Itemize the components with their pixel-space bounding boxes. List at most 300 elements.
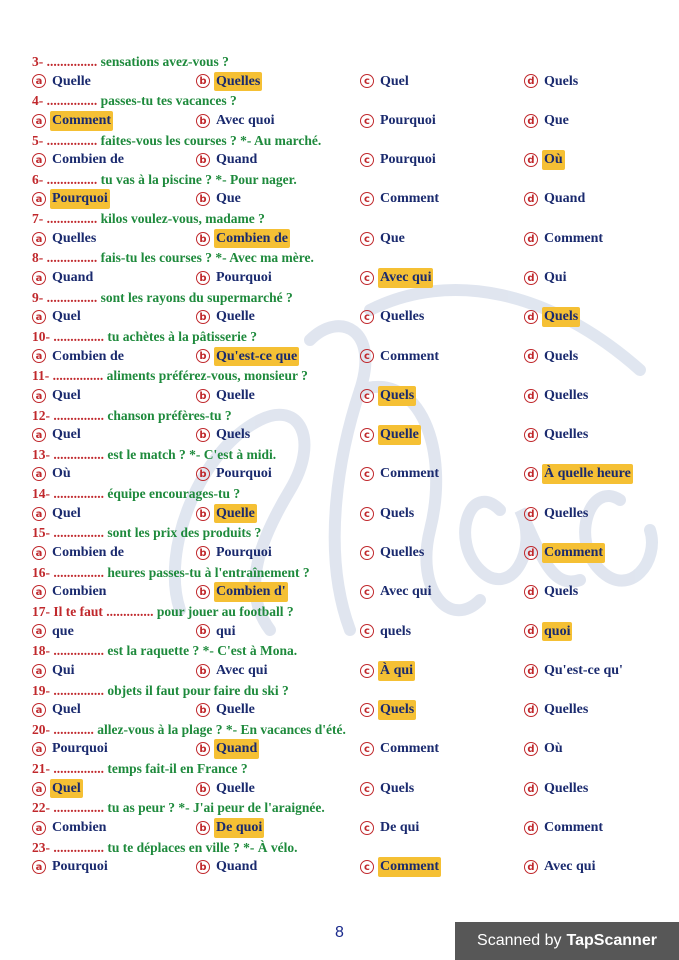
- question-text: allez-vous à la plage ? *- En vacances d'été.: [93, 721, 346, 737]
- option-c[interactable]: [360, 661, 415, 681]
- option-letter-circle-icon: c: [360, 585, 374, 599]
- option-text-highlighted: Combien d': [214, 582, 288, 602]
- option-a[interactable]: [32, 307, 83, 327]
- question-blank: ...............: [50, 761, 104, 777]
- option-text: Quel: [52, 505, 81, 521]
- option-letter-circle-icon: c: [360, 349, 374, 363]
- question-text: sensations avez-vous ?: [97, 54, 229, 69]
- option-text: Quelles: [380, 309, 425, 325]
- option-letter-circle-icon: a: [32, 192, 46, 206]
- option-text: Comment: [380, 191, 440, 207]
- option-letter-circle-icon: c: [360, 742, 374, 756]
- question-number: 21-: [32, 761, 50, 777]
- option-letter-circle-icon: d: [524, 153, 538, 167]
- option-letter-circle-icon: a: [32, 507, 46, 521]
- option-d[interactable]: [524, 425, 590, 445]
- option-b[interactable]: [196, 72, 262, 92]
- option-letter-circle-icon: d: [524, 271, 538, 285]
- option-text-highlighted: Combien de: [214, 229, 290, 249]
- option-letter-circle-icon: b: [196, 114, 210, 128]
- option-letter-circle-icon: a: [32, 153, 46, 167]
- option-letter-circle-icon: c: [360, 310, 374, 324]
- question-blank: ...............: [43, 211, 98, 227]
- question-blank: ...............: [50, 446, 104, 462]
- question-blank: ...............: [43, 250, 98, 266]
- option-c[interactable]: [360, 189, 441, 209]
- option-c[interactable]: [360, 779, 416, 799]
- option-letter-circle-icon: c: [360, 546, 374, 560]
- option-text: Quels: [216, 427, 251, 443]
- option-letter-circle-icon: b: [196, 703, 210, 717]
- question-number: 7-: [32, 211, 44, 227]
- option-text: Qu'est-ce qu': [544, 662, 623, 678]
- options-row: [32, 150, 672, 170]
- option-a[interactable]: [32, 818, 108, 838]
- option-letter-circle-icon: c: [360, 271, 374, 285]
- option-text: Combien: [52, 819, 107, 835]
- option-text: Où: [544, 741, 563, 757]
- option-c[interactable]: [360, 307, 426, 327]
- option-a[interactable]: [32, 189, 110, 209]
- options-row: [32, 661, 672, 681]
- option-d[interactable]: [524, 464, 633, 484]
- option-letter-circle-icon: d: [524, 114, 538, 128]
- option-letter-circle-icon: c: [360, 821, 374, 835]
- option-text-highlighted: Quelles: [214, 72, 262, 92]
- options-row: [32, 72, 672, 92]
- option-text: Pourquoi: [380, 112, 436, 128]
- option-b[interactable]: [196, 229, 290, 249]
- option-letter-circle-icon: b: [196, 585, 210, 599]
- options-row: [32, 347, 672, 367]
- option-text: Quelles: [544, 427, 589, 443]
- option-text: Combien de: [52, 152, 124, 168]
- question-line: [32, 445, 672, 465]
- option-letter-circle-icon: a: [32, 664, 46, 678]
- option-a[interactable]: [32, 268, 95, 288]
- question-line: [32, 131, 672, 151]
- question-line: [32, 327, 672, 347]
- option-letter-circle-icon: c: [360, 74, 374, 88]
- question-blank: ...............: [43, 171, 98, 187]
- question-line: [32, 288, 672, 308]
- option-text: Que: [380, 230, 405, 246]
- option-letter-circle-icon: d: [524, 742, 538, 756]
- option-text: Que: [216, 191, 241, 207]
- option-c[interactable]: [360, 229, 407, 249]
- option-letter-circle-icon: d: [524, 585, 538, 599]
- option-text: Quand: [52, 270, 94, 286]
- question-line: [32, 170, 672, 190]
- option-text: Quel: [52, 427, 81, 443]
- option-a[interactable]: [32, 150, 126, 170]
- option-d[interactable]: [524, 229, 605, 249]
- option-text: Quelle: [52, 73, 91, 89]
- question-number: 12-: [32, 407, 50, 423]
- option-text: que: [52, 623, 74, 639]
- option-a[interactable]: [32, 857, 110, 877]
- option-a[interactable]: [32, 72, 93, 92]
- option-d[interactable]: [524, 307, 580, 327]
- option-a[interactable]: [32, 464, 73, 484]
- option-a[interactable]: [32, 661, 77, 681]
- option-letter-circle-icon: d: [524, 507, 538, 521]
- option-d[interactable]: [524, 72, 580, 92]
- option-b[interactable]: [196, 818, 264, 838]
- page-number: 8: [335, 924, 344, 941]
- option-b[interactable]: [196, 347, 299, 367]
- option-letter-circle-icon: c: [360, 860, 374, 874]
- option-c[interactable]: [360, 111, 438, 131]
- option-text: Quand: [216, 859, 258, 875]
- question-line: [32, 366, 672, 386]
- option-text: Quel: [380, 73, 409, 89]
- option-letter-circle-icon: d: [524, 821, 538, 835]
- options-row: [32, 189, 672, 209]
- option-text-highlighted: Qu'est-ce que: [214, 347, 299, 367]
- question-line: [32, 484, 672, 504]
- option-text: Quelle: [216, 702, 255, 718]
- question-line: [32, 720, 672, 740]
- question-number: 4-: [32, 93, 44, 109]
- option-b[interactable]: [196, 111, 276, 131]
- option-d[interactable]: [524, 700, 590, 720]
- option-letter-circle-icon: c: [360, 153, 374, 167]
- question-text: est la raquette ? *- C'est à Mona.: [104, 643, 298, 659]
- option-text: Comment: [380, 741, 440, 757]
- option-letter-circle-icon: d: [524, 74, 538, 88]
- question-number: 15-: [32, 525, 50, 541]
- option-b[interactable]: [196, 464, 274, 484]
- option-letter-circle-icon: a: [32, 860, 46, 874]
- option-letter-circle-icon: b: [196, 389, 210, 403]
- option-text-highlighted: Où: [542, 150, 565, 170]
- option-letter-circle-icon: d: [524, 664, 538, 678]
- question-text: faites-vous les courses ? *- Au marché.: [97, 132, 322, 148]
- option-letter-circle-icon: b: [196, 664, 210, 678]
- question-text: chanson préfères-tu ?: [104, 407, 232, 423]
- question-blank: ............: [50, 721, 94, 737]
- option-b[interactable]: [196, 150, 259, 170]
- option-text: Pourquoi: [380, 152, 436, 168]
- option-letter-circle-icon: a: [32, 114, 46, 128]
- question-number: 20-: [32, 721, 50, 737]
- question-number: 17-: [32, 603, 50, 619]
- option-text: Quelles: [544, 780, 589, 796]
- options-row: [32, 268, 672, 288]
- option-d[interactable]: [524, 347, 580, 367]
- scanner-prefix: Scanned by: [477, 932, 562, 949]
- option-text: Quels: [544, 348, 579, 364]
- option-c[interactable]: [360, 386, 416, 406]
- option-c[interactable]: [360, 72, 411, 92]
- option-d[interactable]: [524, 189, 587, 209]
- option-text: Combien: [52, 584, 107, 600]
- option-d[interactable]: [524, 543, 605, 563]
- option-letter-circle-icon: d: [524, 428, 538, 442]
- option-d[interactable]: [524, 779, 590, 799]
- option-text: Combien de: [52, 545, 124, 561]
- option-text: Pourquoi: [52, 741, 108, 757]
- question-text: objets il faut pour faire du ski ?: [104, 682, 289, 698]
- option-b[interactable]: [196, 504, 257, 524]
- option-text: Avec qui: [380, 584, 432, 600]
- option-d[interactable]: [524, 818, 605, 838]
- option-letter-circle-icon: d: [524, 389, 538, 403]
- option-text-highlighted: À qui: [378, 661, 415, 681]
- question-number: 6-: [32, 171, 44, 187]
- option-c[interactable]: [360, 739, 441, 759]
- options-row: [32, 543, 672, 563]
- option-letter-circle-icon: a: [32, 349, 46, 363]
- option-d[interactable]: [524, 582, 580, 602]
- question-number: 19-: [32, 682, 50, 698]
- option-a[interactable]: [32, 229, 98, 249]
- question-blank: ...............: [50, 564, 104, 580]
- options-row: [32, 818, 672, 838]
- option-text: Pourquoi: [52, 859, 108, 875]
- question-number: 3-: [32, 54, 44, 69]
- option-c[interactable]: [360, 464, 441, 484]
- question-line: [32, 248, 672, 268]
- question-line: [32, 523, 672, 543]
- option-letter-circle-icon: a: [32, 585, 46, 599]
- option-b[interactable]: [196, 779, 257, 799]
- option-a[interactable]: [32, 347, 126, 367]
- option-d[interactable]: [524, 150, 565, 170]
- option-d[interactable]: [524, 386, 590, 406]
- option-text: Quels: [380, 780, 415, 796]
- option-text-highlighted: Comment: [50, 111, 113, 131]
- question-line: [32, 681, 672, 701]
- question-text: aliments préférez-vous, monsieur ?: [103, 368, 308, 384]
- option-text-highlighted: Quand: [214, 739, 259, 759]
- option-a[interactable]: [32, 622, 76, 642]
- question-number: 11-: [32, 368, 50, 384]
- option-b[interactable]: [196, 739, 259, 759]
- option-c[interactable]: [360, 150, 438, 170]
- option-b[interactable]: [196, 622, 237, 642]
- question-line: [32, 209, 672, 229]
- option-b[interactable]: [196, 700, 257, 720]
- option-a[interactable]: [32, 543, 126, 563]
- option-letter-circle-icon: c: [360, 782, 374, 796]
- option-text: Quelles: [544, 387, 589, 403]
- option-text-highlighted: Quels: [542, 307, 580, 327]
- question-line: [32, 406, 672, 426]
- option-letter-circle-icon: d: [524, 310, 538, 324]
- option-letter-circle-icon: b: [196, 271, 210, 285]
- question-line: [32, 52, 672, 72]
- option-text: Qui: [544, 270, 567, 286]
- option-letter-circle-icon: b: [196, 74, 210, 88]
- question-blank: ...............: [43, 93, 98, 109]
- question-text: kilos voulez-vous, madame ?: [97, 211, 265, 227]
- options-row: [32, 425, 672, 445]
- option-d[interactable]: [524, 661, 625, 681]
- option-c[interactable]: [360, 504, 416, 524]
- option-c[interactable]: [360, 622, 413, 642]
- scanner-badge: [455, 922, 679, 960]
- options-row: [32, 739, 672, 759]
- question-line: [32, 798, 672, 818]
- option-letter-circle-icon: c: [360, 703, 374, 717]
- options-row: [32, 857, 672, 877]
- option-text-highlighted: Comment: [378, 857, 441, 877]
- option-letter-circle-icon: c: [360, 389, 374, 403]
- question-blank: ...............: [43, 289, 98, 305]
- option-letter-circle-icon: c: [360, 114, 374, 128]
- option-letter-circle-icon: d: [524, 192, 538, 206]
- option-letter-circle-icon: d: [524, 349, 538, 363]
- option-d[interactable]: [524, 622, 572, 642]
- option-a[interactable]: [32, 582, 108, 602]
- option-d[interactable]: [524, 268, 569, 288]
- question-number: 13-: [32, 446, 50, 462]
- option-letter-circle-icon: a: [32, 232, 46, 246]
- question-line: [32, 641, 672, 661]
- question-blank: ...............: [50, 800, 104, 816]
- option-letter-circle-icon: c: [360, 192, 374, 206]
- option-a[interactable]: [32, 425, 83, 445]
- option-c[interactable]: [360, 857, 441, 877]
- option-letter-circle-icon: c: [360, 507, 374, 521]
- option-text-highlighted: Pourquoi: [50, 189, 110, 209]
- option-text: Quand: [216, 152, 258, 168]
- option-letter-circle-icon: b: [196, 546, 210, 560]
- question-text: tu te déplaces en ville ? *- À vélo.: [104, 839, 298, 855]
- option-letter-circle-icon: c: [360, 467, 374, 481]
- option-text: Pourquoi: [216, 466, 272, 482]
- question-blank: ...............: [50, 486, 104, 502]
- option-text: Quelle: [216, 387, 255, 403]
- option-letter-circle-icon: c: [360, 664, 374, 678]
- option-b[interactable]: [196, 857, 259, 877]
- option-c[interactable]: [360, 700, 416, 720]
- option-letter-circle-icon: b: [196, 742, 210, 756]
- option-text: Comment: [544, 819, 604, 835]
- options-row: [32, 504, 672, 524]
- option-d[interactable]: [524, 111, 571, 131]
- option-b[interactable]: [196, 307, 257, 327]
- option-letter-circle-icon: a: [32, 74, 46, 88]
- question-text: tu as peur ? *- J'ai peur de l'araignée.: [104, 800, 325, 816]
- option-letter-circle-icon: a: [32, 624, 46, 638]
- option-text: Avec qui: [216, 662, 268, 678]
- question-text: passes-tu tes vacances ?: [97, 93, 237, 109]
- option-text: De qui: [380, 819, 420, 835]
- option-d[interactable]: [524, 857, 597, 877]
- option-c[interactable]: [360, 268, 433, 288]
- option-text: Quelle: [216, 309, 255, 325]
- question-number: 16-: [32, 564, 50, 580]
- option-text: Pourquoi: [216, 270, 272, 286]
- option-text-highlighted: De quoi: [214, 818, 264, 838]
- question-blank: ...............: [50, 682, 104, 698]
- option-text: Quelle: [216, 780, 255, 796]
- option-a[interactable]: [32, 386, 83, 406]
- option-letter-circle-icon: d: [524, 624, 538, 638]
- options-row: [32, 229, 672, 249]
- option-letter-circle-icon: a: [32, 467, 46, 481]
- question-line: [32, 759, 672, 779]
- question-text: tu vas à la piscine ? *- Pour nager.: [97, 171, 297, 187]
- option-letter-circle-icon: b: [196, 153, 210, 167]
- option-text: quels: [380, 623, 412, 639]
- question-blank: ...............: [50, 525, 104, 541]
- option-b[interactable]: [196, 268, 274, 288]
- option-d[interactable]: [524, 739, 565, 759]
- options-row: [32, 111, 672, 131]
- question-blank: ...............: [49, 368, 104, 384]
- options-row: [32, 700, 672, 720]
- option-b[interactable]: [196, 386, 257, 406]
- option-b[interactable]: [196, 582, 288, 602]
- question-blank: ...............: [43, 132, 98, 148]
- option-letter-circle-icon: b: [196, 821, 210, 835]
- option-b[interactable]: [196, 189, 243, 209]
- option-letter-circle-icon: a: [32, 782, 46, 796]
- options-row: [32, 307, 672, 327]
- option-text-highlighted: Quels: [378, 700, 416, 720]
- option-c[interactable]: [360, 543, 426, 563]
- option-letter-circle-icon: d: [524, 703, 538, 717]
- option-text: Quels: [544, 73, 579, 89]
- option-text: Quelles: [380, 545, 425, 561]
- option-letter-circle-icon: a: [32, 271, 46, 285]
- options-row: [32, 779, 672, 799]
- option-text-highlighted: Quels: [378, 386, 416, 406]
- option-letter-circle-icon: b: [196, 192, 210, 206]
- option-d[interactable]: [524, 504, 590, 524]
- option-letter-circle-icon: d: [524, 782, 538, 796]
- option-a[interactable]: [32, 504, 83, 524]
- option-letter-circle-icon: b: [196, 310, 210, 324]
- scanner-brand: TapScanner: [566, 932, 657, 949]
- question-blank: ...............: [43, 54, 98, 69]
- option-b[interactable]: [196, 661, 269, 681]
- question-text: est le match ? *- C'est à midi.: [104, 446, 277, 462]
- option-a[interactable]: [32, 111, 113, 131]
- option-text: Quelles: [544, 702, 589, 718]
- option-b[interactable]: [196, 425, 252, 445]
- option-b[interactable]: [196, 543, 274, 563]
- option-a[interactable]: [32, 739, 110, 759]
- option-letter-circle-icon: a: [32, 428, 46, 442]
- option-c[interactable]: [360, 425, 421, 445]
- option-text: Comment: [544, 230, 604, 246]
- question-text: sont les rayons du supermarché ?: [97, 289, 293, 305]
- option-letter-circle-icon: b: [196, 507, 210, 521]
- option-a[interactable]: [32, 779, 83, 799]
- option-c[interactable]: [360, 818, 421, 838]
- option-text-highlighted: Avec qui: [378, 268, 433, 288]
- option-text-highlighted: Quelle: [214, 504, 257, 524]
- option-letter-circle-icon: a: [32, 546, 46, 560]
- question-text: heures passes-tu à l'entraînement ?: [104, 564, 310, 580]
- option-a[interactable]: [32, 700, 83, 720]
- question-line: [32, 563, 672, 583]
- question-text: temps fait-il en France ?: [104, 761, 248, 777]
- option-c[interactable]: [360, 347, 441, 367]
- option-letter-circle-icon: b: [196, 782, 210, 796]
- question-text: fais-tu les courses ? *- Avec ma mère.: [97, 250, 314, 266]
- question-blank: Il te faut ..............: [50, 603, 154, 619]
- option-c[interactable]: [360, 582, 433, 602]
- question-number: 8-: [32, 250, 44, 266]
- option-letter-circle-icon: d: [524, 860, 538, 874]
- question-number: 10-: [32, 328, 50, 344]
